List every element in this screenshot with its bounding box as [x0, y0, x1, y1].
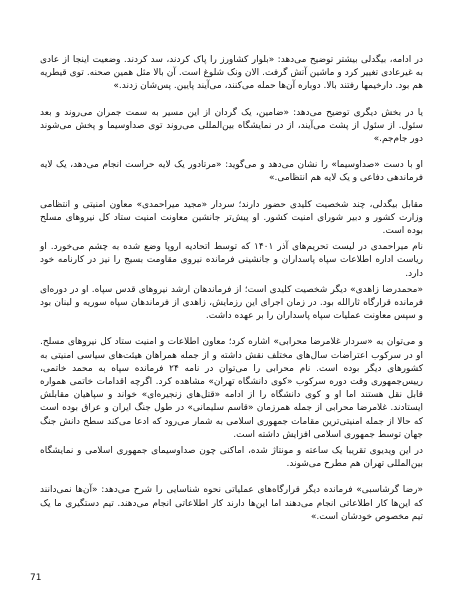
page-number: 71	[30, 573, 42, 583]
paragraph-1: در ادامه، بیگدلی بیشتر توضیح می‌دهد: «بلوار کشاورز را پاک کردند، سد کردند. وضعیت اینجا از عادی به غیرعادی تغییر کرد و ماشین آتش گرفت. الان ونک شلوغ است. آن بالا مثل همین صحنه. توی قیطریه هم بود. دارخیمها رفتند بالا. دوباره آن‌ها حمله می‌کنند، می‌آیند پایین. پس‌شان زدند.»	[40, 55, 423, 92]
paragraph-2: یا در بخش دیگری توضیح می‌دهد: «ضامین، یک گردان از این مسیر به سمت جمران می‌روند و بعد سئول. از سئول از پشت می‌آیند، از در نمایشگاه بین‌المللی می‌روند توی صداوسیما و پخش می‌شوند دور جام‌جم.»	[40, 107, 423, 145]
paragraph-5: نام میراحمدی در لیست تحریم‌های آذر ۱۴۰۱ که توسط اتحادیه اروپا وضع شده به چشم می‌خورد. او ریاست اداره اطلاعات سپاه پاسداران و جانشینی فرمانده نیروی مقاومت بسیج را نیز در کارنامه خود دارد.	[40, 242, 423, 279]
paragraph-7: و می‌توان به «سردار غلامرضا محرابی» اشاره کرد؛ معاون اطلاعات و امنیت ستاد کل نیروهای مسلح. او در سرکوب اعتراضات سال‌های مختلف نقش داشته و از جمله همراهان هیئت‌های سیاسی امنیتی به کشورهای دیگر بوده است. نام محرابی را می‌توان در نامه ۲۴ فرمانده سپاه به محمد خاتمی، رییس‌جمهوری وقت دوره سرکوب «کوی دانشگاه تهران» مشاهده کرد. اگرچه اقدامات خاتمی همواره قابل نقل هستند اما او و کوی دانشگاه را از ادامه «قتل‌های زنجیره‌ای» خواند و سپاهیان مقابلش ایستادند. غلامرضا محرابی از جمله همرزمان «قاسم سلیمانی» در طول جنگ ایران و عراق بوده است که حالا از جمله امنیتی‌ترین مقامات جمهوری اسلامی به شمار می‌رود که ادعا می‌کند سطح دانش جنگ جهان توسط جمهوری اسلامی افزایش داشته است.	[40, 337, 423, 440]
paragraph-8: در این ویدیوی تقریبا یک ساعته و مونتاژ شده، اماکنی چون صداوسیمای جمهوری اسلامی و نمایشگاه بین‌المللی تهران هم مطرح می‌شوند.	[40, 446, 423, 470]
body-text	[40, 54, 423, 537]
paragraph-4: مقابل بیگدلی، چند شخصیت کلیدی حضور دارند؛ سردار «مجید میراحمدی» معاون امنیتی و انتظامی وزارت کشور و دبیر شورای امنیت کشور. او پیش‌تر جانشین معاونت امنیت ستاد کل نیروهای مسلح بوده است.	[40, 199, 423, 237]
paragraph-6: «محمدرضا زاهدی» دیگر شخصیت کلیدی است؛ از فرماندهان ارشد نیروهای قدس سپاه. او در دوره‌ای فرمانده قرارگاه ثارالله بود. در زمان اجرای این رزمایش، زاهدی از فرماندهان سپاه سوریه و لبنان بود و سپس معاونت عملیات سپاه پاسداران را بر عهده داشت.	[40, 284, 423, 322]
paragraph-3: او با دست «صداوسیما» را نشان می‌دهد و می‌گوید: «مرتادور یک لایه حراست انجام می‌دهد، یک لایه فرماندهی دفاعی و یک لایه هم انتظامی.»	[40, 160, 423, 184]
paragraph-9: «رضا گرشاسبی» فرمانده دیگر قرارگاه‌های عملیاتی نحوه شناسایی را شرح می‌دهد: «آن‌ها نمی‌دانند که این‌ها کار اطلاعاتی انجام می‌دهند اما این‌ها دارند کار اطلاعاتی انجام می‌دهند. تیم دستگیری ما یک تیم مخصوص خودشان است.»	[40, 485, 423, 522]
